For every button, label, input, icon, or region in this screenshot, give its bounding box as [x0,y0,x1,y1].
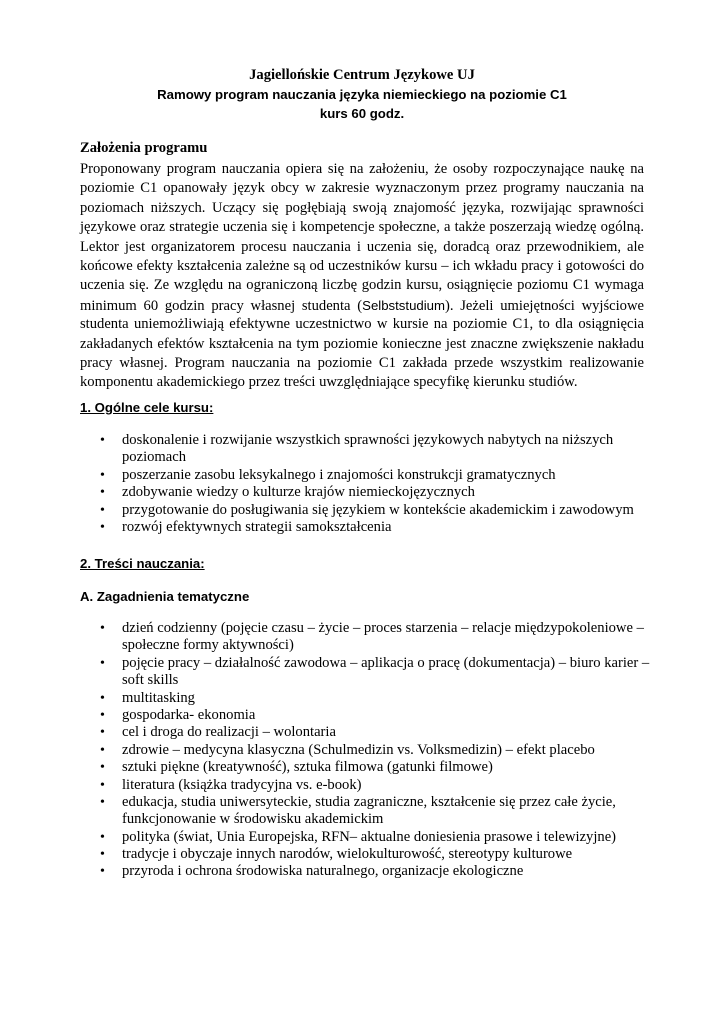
list-item-line: polityka (świat, Unia Europejska, RFN– aktualne doniesienia prasowe i telewizyjne) [122,828,617,845]
paragraph-line: komponentu akademickiego przez treści uwzględniające specyfikę kierunku studiów. [80,374,578,391]
paragraph-line: Proponowany program nauczania opiera się na założeniu, że osoby rozpoczynające naukę na [80,161,644,177]
list-item [80,794,650,829]
paragraph-line: uczenia się. Ze względu na ograniczoną liczbę godzin kursu, osiągnięcie poziomu C1 wymaga [80,277,644,294]
list-item [80,484,650,501]
list-item-line: społeczne formy aktywności) [122,637,294,654]
bullet-icon: • [100,707,105,723]
list-item [80,467,650,484]
paragraph-line: pracy własnej. Program nauczania na poziomie C1 zakłada przede wszystkim realizowanie [80,354,644,371]
list-item-text [122,655,650,690]
bullet-icon: • [100,742,105,758]
program-title: Ramowy program nauczania języka niemieckiego na poziomie C1 [157,87,567,102]
bullet-icon: • [100,485,105,501]
list-item-line: rozwój efektywnych strategii samokształcenia [122,518,392,535]
list-item-line: przyroda i ochrona środowiska naturalnego, organizacje ekologiczne [122,863,524,880]
bullet-icon: • [100,760,105,776]
list-item-text [122,724,650,741]
bullet-icon: • [100,725,105,741]
paragraph-line: poziomach niższych. Uczący się pogłębiają swoją znajomość języka, rozwijając sprawności [80,199,644,216]
list-item-line: poszerzanie zasobu leksykalnego i znajomości konstrukcji gramatycznych [122,466,556,483]
bullet-icon: • [100,690,105,706]
list-item-text [122,467,650,484]
bullet-icon: • [100,502,105,518]
thematic-topics-list [80,620,650,881]
bullet-icon: • [100,621,105,636]
paragraph-line: Lektor jest organizatorem procesu nauczania i uczenia się, doradcą oraz przewodnikiem, ale [80,238,644,255]
paragraph-fragment: ). Jeżeli umiejętności wyjściowe [444,297,644,314]
list-item-text [122,794,650,829]
list-item-text [122,484,650,501]
list-item-text [122,846,650,863]
paragraph-line: studenta uniemożliwiają efektywne uczestnictwo w kursie na poziomie C1, to dla osiągnięcia [80,316,644,333]
list-item-text [122,432,650,467]
list-item-line: doskonalenie i rozwijanie wszystkich sprawności językowych nabytych na niższych [122,432,614,448]
list-item [80,742,650,759]
list-item [80,620,650,655]
general-goals-list [80,432,650,536]
bullet-icon: • [100,864,105,880]
list-item-line: zdobywanie wiedzy o kulturze krajów niemieckojęzycznych [122,484,475,501]
paragraph-line: zakładanych efektów kształcenia na tym poziomie konieczne jest znaczne zwiększenie nakładu [80,335,644,352]
bullet-icon: • [100,655,105,671]
list-item-line: gospodarka- ekonomia [122,706,256,723]
bullet-icon: • [100,794,105,810]
list-item [80,846,650,863]
list-item [80,724,650,741]
paragraph-line: poziomie C1 opanowały język obcy w zakresie wyznaczonym przez programy nauczania na [80,180,644,197]
list-item [80,863,650,880]
list-item-text [122,742,650,759]
list-item-text [122,829,650,846]
list-item-line: sztuki piękne (kreatywność), sztuka filmowa (gatunki filmowe) [122,759,493,776]
list-item-line: edukacja, studia uniwersyteckie, studia zagraniczne, kształcenie się przez całe życie, [122,793,616,810]
list-item-line: dzień codzienny (pojęcie czasu – życie – proces starzenia – relacje międzypokoleniowe – [122,620,644,636]
list-item-line: zdrowie – medycyna klasyczna (Schulmedizin vs. Volksmedizin) – efekt placebo [122,741,595,758]
list-item-line: przygotowanie do posługiwania się językiem w kontekście akademickim i zawodowym [122,501,634,518]
bullet-icon: • [100,467,105,483]
list-item [80,777,650,794]
list-item-line: soft skills [122,672,179,689]
list-item [80,432,650,467]
paragraph-line: językowe oraz strategie uczenia się i kompetencje społeczne, a także poszerzają wiedzę ogólną. [80,219,644,236]
bullet-icon: • [100,847,105,863]
list-item-text [122,863,650,880]
bullet-icon: • [100,777,105,793]
bullet-icon: • [100,829,105,845]
paragraph-line-selbststudium [80,296,644,315]
list-item-line: cel i droga do realizacji – wolontaria [122,724,336,741]
assumptions-heading: Założenia programu [80,140,208,156]
list-item-text [122,759,650,776]
selbststudium-term: Selbststudium [362,297,445,313]
list-item-line: tradycje i obyczaje innych narodów, wielokulturowość, stereotypy kulturowe [122,846,573,863]
list-item-line: literatura (książka tradycyjna vs. e-book) [122,776,362,793]
institution-title: Jagiellońskie Centrum Językowe UJ [249,67,475,83]
general-goals-heading: 1. Ogólne cele kursu: [80,400,214,415]
list-item [80,690,650,707]
list-item [80,707,650,724]
list-item-text [122,707,650,724]
list-item-line: pojęcie pracy – działalność zawodowa – aplikacja o pracę (dokumentacja) – biuro karier – [122,654,650,671]
list-item [80,519,650,536]
list-item-text [122,519,650,536]
list-item [80,655,650,690]
thematic-issues-heading: A. Zagadnienia tematyczne [80,589,250,604]
list-item-line: poziomach [122,449,187,466]
list-item-text [122,502,650,519]
list-item [80,502,650,519]
assumptions-paragraph [80,160,644,393]
list-item-text [122,620,650,655]
paragraph-fragment: minimum 60 godzin pracy własnej studenta ( [80,297,363,314]
list-item [80,829,650,846]
list-item [80,759,650,776]
course-hours: kurs 60 godz. [319,106,405,121]
bullet-icon: • [100,519,105,535]
paragraph-line: końcowe efekty kształcenia zależne są od uczestników kursu – ich wkładu pracy i gotowości do [80,257,644,274]
list-item-text [122,777,650,794]
content-heading: 2. Treści nauczania: [80,556,205,571]
bullet-icon: • [100,433,105,448]
list-item-line: multitasking [122,689,195,706]
list-item-text [122,690,650,707]
list-item-line: funkcjonowanie w środowisku akademickim [122,811,384,828]
